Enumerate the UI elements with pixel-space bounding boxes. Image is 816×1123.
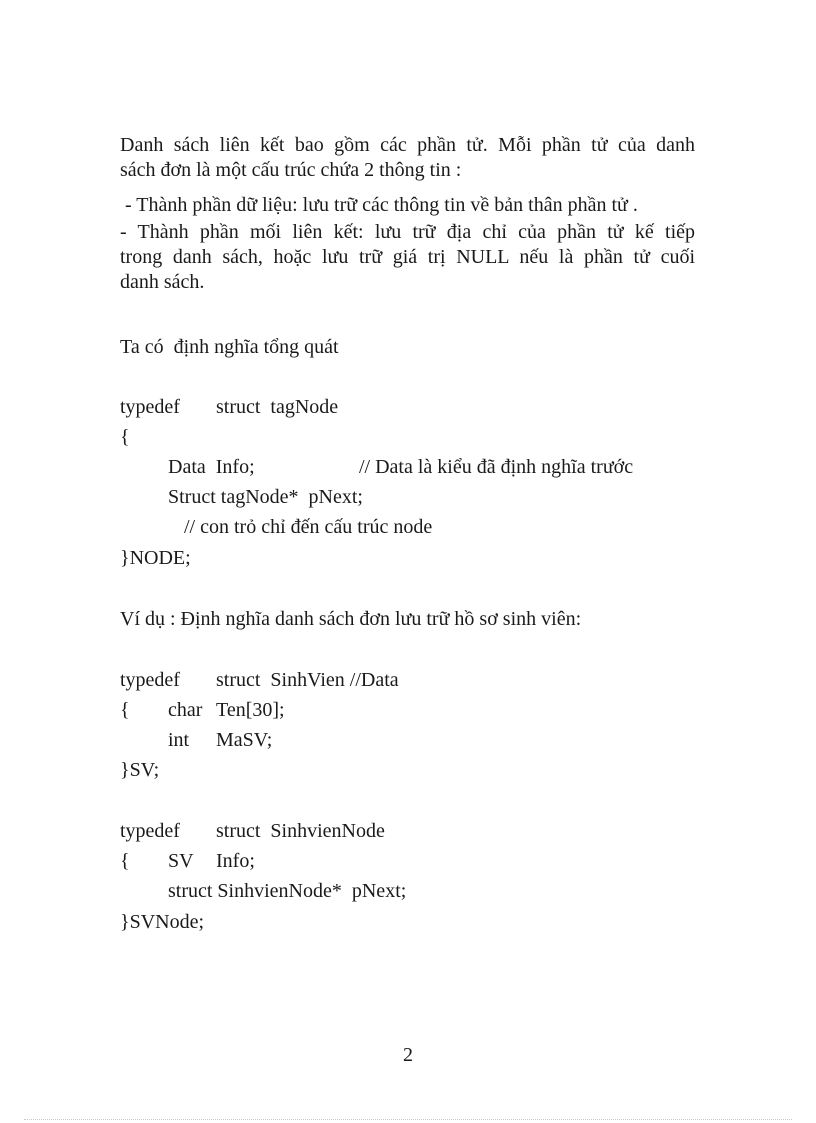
code-info-comment: // Data là kiểu đã định nghĩa trước (359, 456, 634, 478)
example-heading: Ví dụ : Định nghĩa danh sách đơn lưu trữ hồ sơ sinh viên: (120, 608, 582, 630)
sv-field-ten-name: Ten[30]; (216, 699, 285, 721)
code-close-node: }NODE; (120, 547, 191, 569)
general-definition-heading: Ta có định nghĩa tổng quát (120, 336, 339, 358)
code-next-declaration: Struct tagNode* pNext; (168, 486, 363, 508)
svnode-next-declaration: struct SinhvienNode* pNext; (168, 880, 407, 902)
svnode-close: }SVNode; (120, 911, 205, 933)
svnode-open-brace: { (120, 850, 130, 872)
sv-field-ten-type: char (168, 699, 203, 721)
svnode-field-info-name: Info; (216, 850, 255, 872)
intro-paragraph (120, 133, 695, 183)
sv-field-masv-name: MaSV; (216, 729, 273, 751)
bullet-link-part (120, 220, 695, 295)
svnode-typedef-keyword: typedef (120, 820, 180, 842)
code-typedef-keyword: typedef (120, 396, 180, 418)
page-number: 2 (403, 1044, 413, 1066)
link-part-line-3: danh sách. (120, 271, 205, 293)
code-info-declaration: Data Info; (168, 456, 255, 478)
bullet-data-part: - Thành phần dữ liệu: lưu trữ các thông tin về bản thân phần tử . (120, 194, 638, 216)
intro-line-1: Danh sách liên kết bao gồm các phần tử. Mỗi phần tử của danh (120, 134, 695, 156)
code-struct-tagnode: struct tagNode (216, 396, 339, 418)
sv-struct-name: struct SinhVien //Data (216, 669, 399, 691)
link-part-line-1: - Thành phần mối liên kết: lưu trữ địa chỉ của phần tử kế tiếp (120, 221, 695, 243)
sv-field-masv-type: int (168, 729, 190, 751)
intro-line-2: sách đơn là một cấu trúc chứa 2 thông tin : (120, 159, 462, 181)
sv-open-brace: { (120, 699, 130, 721)
code-open-brace: { (120, 426, 130, 448)
sv-typedef-keyword: typedef (120, 669, 180, 691)
svnode-field-info-type: SV (168, 850, 194, 872)
sv-close: }SV; (120, 759, 160, 781)
code-next-comment: // con trỏ chỉ đến cấu trúc node (184, 516, 433, 538)
page-bottom-divider (24, 1119, 792, 1120)
link-part-line-2: trong danh sách, hoặc lưu trữ giá trị NULL nếu là phần tử cuối (120, 246, 695, 268)
svnode-struct-name: struct SinhvienNode (216, 820, 385, 842)
